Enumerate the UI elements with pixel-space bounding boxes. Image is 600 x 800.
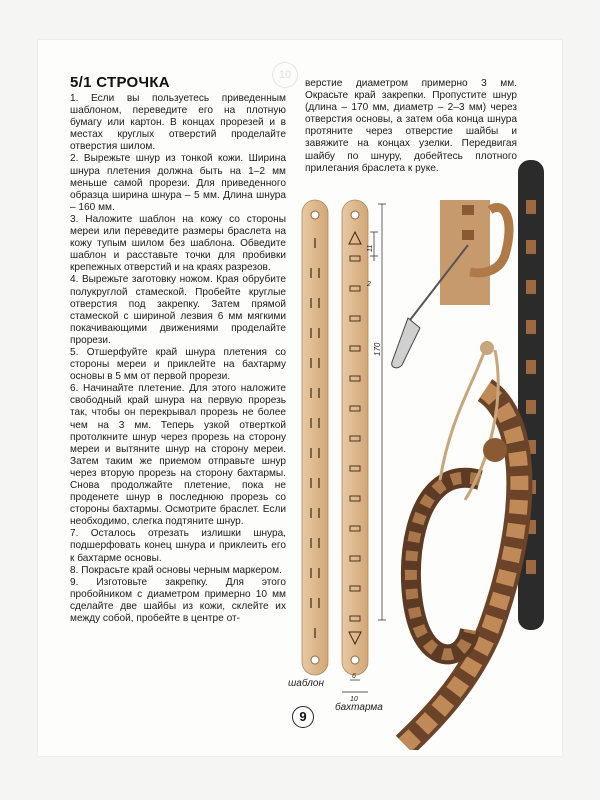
dim-6-label: 6	[352, 673, 356, 680]
dim-11-label: 11	[367, 244, 374, 252]
step-6: 6. Начинайте плетение. Для этого наложите свободный край шнура на первую прорезь так, чтобы он перекрывал прорезь не более чем на 3 мм. Теперь узкой отверткой протолкните шнур через прорезь на сторону мереи и вытяните шнур на сторону мереи. Затем таким же приемом отправьте шнур через вторую прорезь на сторону бахтармы. Снова продолжайте плетение, пока не проденете шнур в последнюю прорезь со стороны бахтармы. Осмотрите браслет. Если необходимо, слегка подтяните шнур.	[70, 383, 286, 528]
step-9-continued: верстие диаметром примерно 3 мм. Окрасьте край закрепки. Пропустите шнур (длина – 170 мм, диаметр – 2–3 мм) через отверстия основы, а затем оба конца шнура протяните через отверстие шайбы и завяжите на концах узелки. Передвигая шайбу по шнуру, добейтесь плотного прилегания браслета к руке.	[305, 78, 517, 174]
dim-10-label: 10	[350, 696, 358, 703]
step-8: 8. Покрасьте край основы черным маркером.	[70, 564, 282, 576]
dim-170-label: 170	[373, 342, 382, 356]
backside-label: бахтарма	[335, 702, 383, 713]
watermark-number: 10	[272, 62, 298, 88]
dim-2-label: 2	[367, 281, 371, 288]
backside-strip	[342, 200, 368, 675]
step-2: 2. Вырежьте шнур из тонкой кожи. Ширина шнура плетения должна быть на 1–2 мм меньше самой прорези. Для приведенного образца ширина шнура – 5 мм. Длина шнура – 160 мм.	[70, 153, 286, 213]
braided-bracelet	[405, 341, 519, 745]
template-strip	[302, 200, 328, 675]
step-7: 7. Осталось отрезать излишки шнура, подшерфовать конец шнура и приклеить его к бахтарме основы.	[70, 528, 286, 564]
illustration	[290, 160, 562, 750]
template-label: шаблон	[288, 678, 324, 689]
step-3: 3. Наложите шаблон на кожу со стороны мереи или переведите размеры браслета на кожу тупым шилом без шаблона. Обведите шаблон и расставьте точки для пробивки крепежных отверстий и на краях разрезов.	[70, 213, 286, 274]
step-1: 1. Если вы пользуетесь приведенным шаблоном, переведите его на плотную бумагу или картон. В концах прорезей и в местах круглых отверстий проделайте отверстия шилом.	[70, 93, 286, 153]
step-5: 5. Отшерфуйте край шнура плетения со стороны мереи и приклейте на бахтармy основы в 5 мм от первой прорези.	[70, 346, 286, 383]
page-number: 9	[292, 706, 314, 728]
left-text-column	[70, 93, 286, 625]
step-4: 4. Вырежьте заготовку ножом. Края обрубите полукруглой стамеской. Пробейте круглые отверстия под закрепку. Затем прямой стамеской с шириной лезвия 6 мм мягкими покачивающими движениями проделайте прорези.	[70, 274, 286, 346]
step-9: 9. Изготовьте закрепку. Для этого пробойником с диаметром примерно 10 мм сделайте две шайбы из кожи, склейте их между собой, пробейте в центре от-	[70, 576, 286, 625]
page-heading: 5/1 СТРОЧКА	[70, 74, 170, 91]
